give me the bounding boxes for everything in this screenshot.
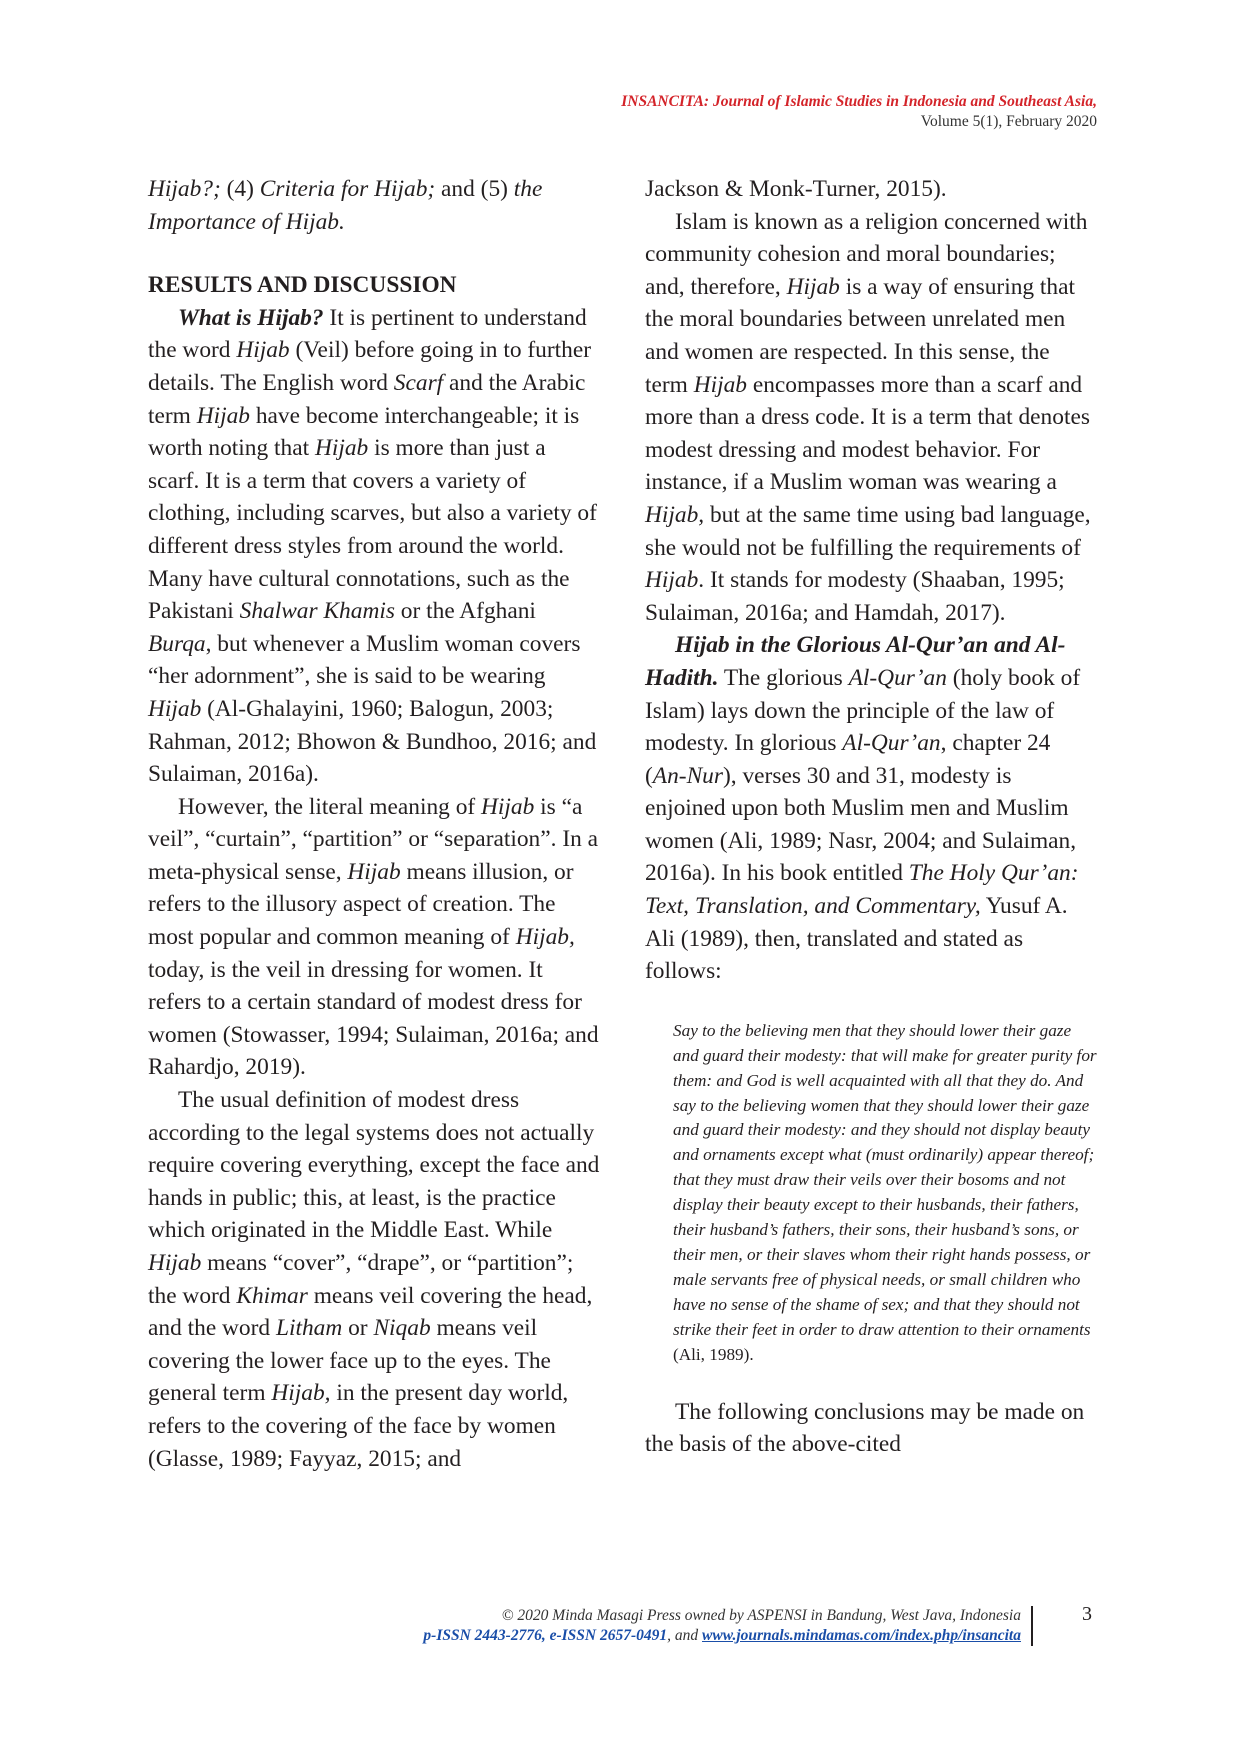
- issn-line: p-ISSN 2443-2776, e-ISSN 2657-0491, and www.journals.mindamas.com/index.php/insancita: [423, 1627, 1021, 1644]
- journal-link[interactable]: www.journals.mindamas.com/index.php/insancita: [702, 1627, 1021, 1644]
- issn-numbers: p-ISSN 2443-2776, e-ISSN 2657-0491: [423, 1627, 668, 1644]
- paragraph: However, the literal meaning of Hijab is “a veil”, “curtain”, “partition” or “separation”. In a meta-physical sense, Hijab means illusion, or refers to the illusory aspect of creation. The most popular and common meaning of Hijab, today, is the veil in dressing for women. It refers to a certain standard of modest dress for women (Stowasser, 1994; Sulaiman, 2016a; and Rahardjo, 2019).: [148, 793, 599, 1081]
- page-footer: [423, 1606, 1021, 1646]
- page-number: 3: [1082, 1603, 1092, 1625]
- block-quote: Say to the believing men that they should lower their gaze and guard their modesty: that will make for greater purity for them: and God is well acquainted with all that they do. And say to the believing women that they should lower their gaze and guard their modesty: and they should not display beauty and ornaments except what (must ordinarily) appear thereof; that they must draw their veils over their bosoms and not display their beauty except to their husbands, their fathers, their husband’s fathers, their sons, their husband’s sons, or their men, or their slaves whom their right hands possess, or male servants free of physical needs, or small children who have no sense of the shame of sex; and that they should not strike their feet in order to draw attention to their ornaments (Ali, 1989).: [673, 1020, 1097, 1364]
- paragraph: The usual definition of modest dress according to the legal systems does not actually require covering everything, except the face and hands in public; this, at least, is the practice which originated in the Middle East. While Hijab means “cover”, “drape”, or “partition”; the word Khimar means veil covering the head, and the word Litham or Niqab means veil covering the lower face up to the eyes. The general term Hijab, in the present day world, refers to the covering of the face by women (Glasse, 1989; Fayyaz, 2015; and: [148, 1087, 600, 1472]
- running-header: [621, 92, 1097, 132]
- paragraph: The following conclusions may be made on the basis of the above-cited: [645, 1398, 1085, 1458]
- paragraph: Jackson & Monk-Turner, 2015).: [645, 176, 947, 202]
- copyright-notice: © 2020 Minda Masagi Press owned by ASPENSI in Bandung, West Java, Indonesia: [501, 1607, 1021, 1624]
- paragraph: Islam is known as a religion concerned with community cohesion and moral boundaries; and, therefore, Hijab is a way of ensuring that the moral boundaries between unrelated men and women are respected. In this sense, the term Hijab encompasses more than a scarf and more than a dress code. It is a term that denotes modest dressing and modest behavior. For instance, if a Muslim woman was wearing a Hijab, but at the same time using bad language, she would not be fulfilling the requirements of Hijab. It stands for modesty (Shaaban, 1995; Sulaiman, 2016a; and Hamdah, 2017).: [645, 208, 1091, 626]
- paragraph: What is Hijab? It is pertinent to understand the word Hijab (Veil) before going in to further details. The English word Scarf and the Arabic term Hijab have become interchangeable; it is worth noting that Hijab is more than just a scarf. It is a term that covers a variety of clothing, including scarves, but also a variety of different dress styles from around the world. Many have cultural connotations, such as the Pakistani Shalwar Khamis or the Afghani Burqa, but whenever a Muslim woman covers “her adornment”, she is said to be wearing Hijab (Al-Ghalayini, 1960; Balogun, 2003; Rahman, 2012; Bhowon & Bundhoo, 2016; and Sulaiman, 2016a).: [148, 304, 597, 788]
- subheading: Hijab in the Glorious Al-Qur’an and Al-Hadith.: [645, 632, 1066, 691]
- paragraph: Hijab?; (4) Criteria for Hijab; and (5) the Importance of Hijab.: [148, 176, 543, 235]
- right-column: [645, 173, 1097, 1461]
- left-column: [148, 173, 600, 1475]
- journal-title: INSANCITA: Journal of Islamic Studies in Indonesia and Southeast Asia,: [621, 93, 1097, 110]
- section-heading: RESULTS AND DISCUSSION: [148, 272, 457, 299]
- journal-volume: Volume 5(1), February 2020: [920, 113, 1097, 130]
- subheading: What is Hijab?: [178, 304, 324, 331]
- footer-divider: [1031, 1606, 1033, 1646]
- paragraph: Hijab in the Glorious Al-Qur’an and Al-Hadith. The glorious Al-Qur’an (holy book of Islam) lays down the principle of the law of modesty. In glorious Al-Qur’an, chapter 24 (An-Nur), verses 30 and 31, modesty is enjoined upon both Muslim men and Muslim women (Ali, 1989; Nasr, 2004; and Sulaiman, 2016a). In his book entitled The Holy Qur’an: Text, Translation, and Commentary, Yusuf A. Ali (1989), then, translated and stated as follows:: [645, 632, 1081, 985]
